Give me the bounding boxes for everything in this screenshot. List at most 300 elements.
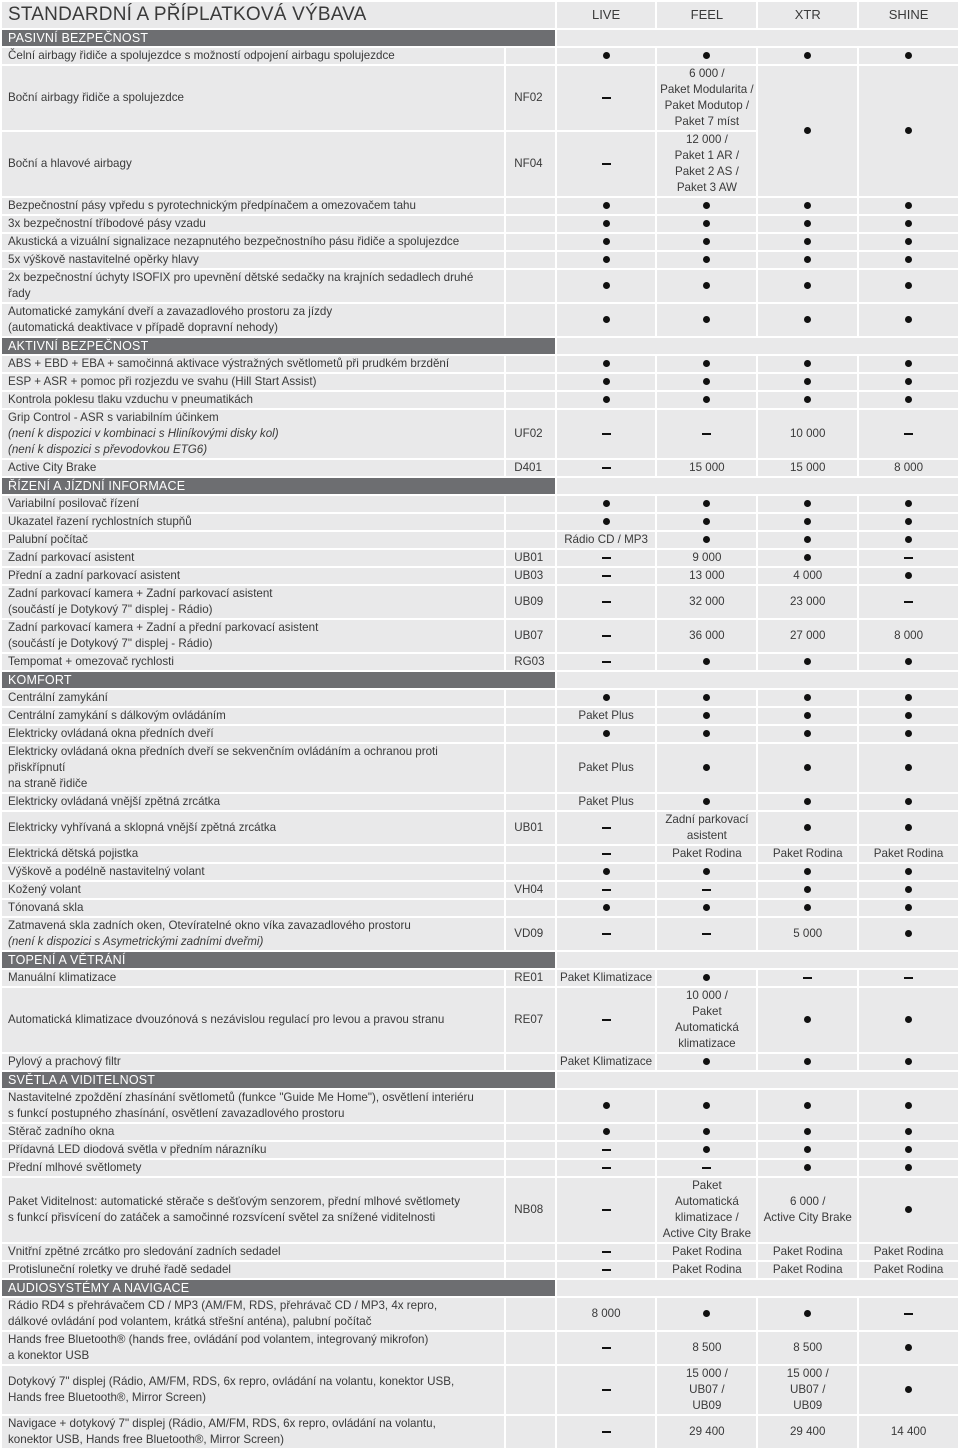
standard-dot	[905, 694, 912, 701]
value-line: 15 000	[789, 461, 826, 474]
value-xtr	[758, 1416, 857, 1448]
value-shine	[859, 374, 958, 390]
option-code	[506, 356, 554, 372]
value-feel	[657, 726, 756, 742]
value-xtr	[758, 882, 857, 898]
not-available-dash	[904, 557, 913, 559]
value-xtr	[758, 496, 857, 512]
value-live	[557, 514, 656, 530]
value-line: 10 000 /	[685, 989, 728, 1002]
value-feel	[657, 532, 756, 548]
not-available-dash	[702, 433, 711, 435]
feature-label	[2, 234, 504, 250]
standard-dot	[905, 282, 912, 289]
value-line: Paket Plus	[578, 709, 634, 722]
value-live	[557, 1090, 656, 1122]
feature-label	[2, 198, 504, 214]
not-available-dash	[602, 889, 611, 891]
not-available-dash	[602, 1019, 611, 1021]
value-line: 8 000	[894, 629, 924, 642]
value-line: 23 000	[789, 595, 826, 608]
value-live	[557, 1332, 656, 1364]
equipment-row	[2, 864, 958, 880]
value-live	[557, 1160, 656, 1176]
standard-dot	[905, 730, 912, 737]
section-title: PASIVNÍ BEZPEČNOST	[2, 30, 555, 46]
standard-dot	[804, 712, 811, 719]
standard-dot	[703, 764, 710, 771]
value-xtr	[758, 1142, 857, 1158]
standard-dot	[603, 256, 610, 263]
value-shine	[859, 690, 958, 706]
equipment-row	[2, 846, 958, 862]
feature-label-line: Elektricky ovládaná okna předních dveří se sekvenčním ovládáním a ochranou proti přiskřípnutí	[8, 745, 438, 774]
value-line: Paket Rodina	[672, 1245, 742, 1258]
equipment-row	[2, 744, 958, 792]
feature-label	[2, 882, 504, 898]
standard-dot	[905, 1206, 912, 1213]
value-shine	[859, 304, 958, 336]
not-available-dash	[602, 853, 611, 855]
equipment-row	[2, 726, 958, 742]
value-feel	[657, 690, 756, 706]
value-line: 13 000	[689, 569, 725, 582]
equipment-row	[2, 586, 958, 618]
value-shine	[859, 410, 958, 458]
value-feel	[657, 812, 756, 844]
value-shine	[859, 794, 958, 810]
value-feel	[657, 882, 756, 898]
value-line: Paket Modutop /	[664, 99, 750, 112]
feature-label-line: Hands free Bluetooth® (hands free, ovládání pod volantem, integrovaný mikrofon)	[8, 1333, 429, 1346]
feature-label	[2, 270, 504, 302]
section-header	[2, 952, 958, 968]
value-line: Paket Rodina	[873, 847, 944, 860]
value-line: 15 000 /	[685, 1367, 728, 1380]
value-feel	[657, 1244, 756, 1260]
feature-label-line: Akustická a vizuální signalizace nezapnutého bezpečnostního pásu řidiče a spolujezdce	[8, 235, 460, 248]
value-xtr	[758, 864, 857, 880]
value-live	[557, 846, 656, 862]
feature-label-line: Elektrická dětská pojistka	[8, 847, 139, 860]
value-xtr	[758, 392, 857, 408]
value-line: 5 000	[793, 927, 823, 940]
value-xtr	[758, 1332, 857, 1364]
value-xtr	[758, 620, 857, 652]
value-line: 8 500	[692, 1341, 722, 1354]
value-xtr	[758, 532, 857, 548]
standard-dot	[804, 238, 811, 245]
value-live	[557, 252, 656, 268]
equipment-row	[2, 48, 958, 64]
value-feel	[657, 356, 756, 372]
value-xtr	[758, 216, 857, 232]
value-shine	[859, 1160, 958, 1176]
version-header-feel: FEEL	[657, 2, 756, 28]
value-xtr	[758, 1054, 857, 1070]
not-available-dash	[602, 557, 611, 559]
value-xtr	[758, 970, 857, 986]
standard-dot	[905, 378, 912, 385]
standard-dot	[703, 536, 710, 543]
option-code: NF02	[506, 66, 554, 130]
option-code	[506, 900, 554, 916]
version-header-shine: SHINE	[859, 2, 958, 28]
feature-label-line: Stěrač zadního okna	[8, 1125, 115, 1138]
value-line: klimatizace	[678, 1037, 736, 1050]
value-live	[557, 1054, 656, 1070]
value-live	[557, 356, 656, 372]
option-code	[506, 514, 554, 530]
not-available-dash	[602, 433, 611, 435]
not-available-dash	[904, 433, 913, 435]
standard-dot	[804, 868, 811, 875]
feature-label-line: Přední mlhové světlomety	[8, 1161, 142, 1174]
feature-label-line: Automatická klimatizace dvouzónová s nezávislou regulací pro levou a pravou stranu	[8, 1013, 445, 1026]
standard-dot	[703, 1146, 710, 1153]
standard-dot	[905, 868, 912, 875]
value-line: Paket 3 AW	[676, 181, 737, 194]
option-code	[506, 1416, 554, 1448]
standard-dot	[905, 1016, 912, 1023]
standard-dot	[603, 378, 610, 385]
value-shine	[859, 1416, 958, 1448]
value-live	[557, 794, 656, 810]
standard-dot	[804, 554, 811, 561]
value-live	[557, 1262, 656, 1278]
value-live	[557, 1178, 656, 1242]
value-shine	[859, 66, 958, 196]
not-available-dash	[602, 635, 611, 637]
value-feel	[657, 374, 756, 390]
value-live	[557, 654, 656, 670]
option-code	[506, 1366, 554, 1414]
value-line: 8 000	[591, 1307, 621, 1320]
value-shine	[859, 234, 958, 250]
equipment-row	[2, 198, 958, 214]
value-line: 29 400	[689, 1425, 725, 1438]
value-feel	[657, 620, 756, 652]
value-feel	[657, 900, 756, 916]
value-xtr	[758, 1178, 857, 1242]
value-feel	[657, 252, 756, 268]
value-xtr	[758, 252, 857, 268]
value-line: asistent	[686, 829, 727, 842]
value-xtr	[758, 234, 857, 250]
not-available-dash	[602, 601, 611, 603]
standard-dot	[804, 798, 811, 805]
value-xtr	[758, 812, 857, 844]
equipment-row	[2, 918, 958, 950]
not-available-dash	[602, 1389, 611, 1391]
feature-label	[2, 900, 504, 916]
value-shine	[859, 216, 958, 232]
standard-dot	[905, 1058, 912, 1065]
value-line: UB07 /	[790, 1383, 826, 1396]
option-code	[506, 234, 554, 250]
option-code	[506, 392, 554, 408]
section-title: SVĚTLA A VIDITELNOST	[2, 1072, 555, 1088]
equipment-row	[2, 410, 958, 458]
value-line: Paket Klimatizace	[559, 971, 653, 984]
value-xtr	[758, 988, 857, 1052]
feature-label-line: ABS + EBD + EBA + samočinná aktivace výstražných světlometů při prudkém brzdění	[8, 357, 450, 370]
value-feel	[657, 1366, 756, 1414]
value-line: Zadní parkovací	[665, 813, 749, 826]
feature-label-line: na straně řidiče	[8, 777, 88, 790]
value-line: Paket Rodina	[772, 847, 843, 860]
standard-dot	[905, 764, 912, 771]
value-live	[557, 304, 656, 336]
value-live	[557, 744, 656, 792]
option-code	[506, 1160, 554, 1176]
equipment-row	[2, 1244, 958, 1260]
value-live	[557, 1124, 656, 1140]
value-shine	[859, 744, 958, 792]
feature-label-line: Hands free Bluetooth®, Mirror Screen)	[8, 1391, 206, 1404]
standard-dot	[804, 518, 811, 525]
feature-label-line: s funkcí přisvícení do zatáček a samočinné rozsvícení světel za snížené viditelnosti	[8, 1211, 436, 1224]
value-line: Rádio CD / MP3	[564, 533, 648, 546]
value-line: Paket Rodina	[873, 1245, 944, 1258]
standard-dot	[905, 904, 912, 911]
value-shine	[859, 496, 958, 512]
value-line: Paket Automatická	[675, 1005, 739, 1034]
value-shine	[859, 270, 958, 302]
feature-label	[2, 1244, 504, 1260]
standard-dot	[905, 536, 912, 543]
equipment-row	[2, 690, 958, 706]
feature-label	[2, 744, 504, 792]
value-shine	[859, 726, 958, 742]
standard-dot	[905, 930, 912, 937]
equipment-row	[2, 970, 958, 986]
value-line: 32 000	[689, 595, 725, 608]
option-code	[506, 216, 554, 232]
equipment-row	[2, 216, 958, 232]
equipment-row	[2, 1054, 958, 1070]
value-shine	[859, 356, 958, 372]
feature-label-line: Kontrola poklesu tlaku vzduchu v pneumatikách	[8, 393, 253, 406]
value-feel	[657, 1160, 756, 1176]
equipment-row	[2, 654, 958, 670]
standard-dot	[905, 1102, 912, 1109]
value-live	[557, 392, 656, 408]
standard-dot	[905, 798, 912, 805]
standard-dot	[905, 1128, 912, 1135]
value-xtr	[758, 1298, 857, 1330]
standard-dot	[905, 1146, 912, 1153]
feature-label-line: Centrální zamykání	[8, 691, 108, 704]
option-code	[506, 726, 554, 742]
option-code	[506, 744, 554, 792]
value-feel	[657, 1090, 756, 1122]
standard-dot	[905, 1386, 912, 1393]
not-available-dash	[602, 97, 611, 99]
equipment-row	[2, 794, 958, 810]
value-line: 9 000	[692, 551, 722, 564]
section-header	[2, 1072, 958, 1088]
value-xtr	[758, 460, 857, 476]
value-line: 15 000	[689, 461, 725, 474]
equipment-row	[2, 1178, 958, 1242]
value-shine	[859, 846, 958, 862]
not-available-dash	[602, 661, 611, 663]
value-live	[557, 900, 656, 916]
standard-dot	[804, 1164, 811, 1171]
equipment-row	[2, 1262, 958, 1278]
standard-dot	[804, 658, 811, 665]
feature-label-line: Vnitřní zpětné zrcátko pro sledování zadních sedadel	[8, 1245, 281, 1258]
value-shine	[859, 970, 958, 986]
feature-label-line: (automatická deaktivace v případě dopravní nehody)	[8, 321, 279, 334]
standard-dot	[703, 256, 710, 263]
option-code	[506, 1054, 554, 1070]
value-feel	[657, 270, 756, 302]
feature-label	[2, 216, 504, 232]
section-title: AUDIOSYSTÉMY A NAVIGACE	[2, 1280, 555, 1296]
section-header-gap	[557, 30, 958, 46]
value-line: 36 000	[689, 629, 725, 642]
standard-dot	[703, 202, 710, 209]
feature-label-line: Tempomat + omezovač rychlosti	[8, 655, 174, 668]
equipment-row	[2, 514, 958, 530]
feature-label-line: Boční airbagy řidiče a spolujezdce	[8, 91, 184, 104]
value-line: Paket 2 AS /	[674, 165, 739, 178]
value-line: Paket Rodina	[772, 1245, 843, 1258]
value-xtr	[758, 410, 857, 458]
value-xtr	[758, 270, 857, 302]
feature-label	[2, 532, 504, 548]
value-line: Paket 7 míst	[674, 115, 740, 128]
equipment-row	[2, 708, 958, 724]
feature-label	[2, 132, 504, 196]
equipment-row	[2, 1416, 958, 1448]
value-live	[557, 66, 656, 130]
standard-dot	[905, 518, 912, 525]
value-shine	[859, 1178, 958, 1242]
value-xtr	[758, 1262, 857, 1278]
feature-label	[2, 846, 504, 862]
value-feel	[657, 514, 756, 530]
value-xtr	[758, 846, 857, 862]
value-shine	[859, 1332, 958, 1364]
section-header	[2, 478, 958, 494]
section-title: KOMFORT	[2, 672, 555, 688]
equipment-row	[2, 374, 958, 390]
standard-dot	[603, 730, 610, 737]
feature-label	[2, 1124, 504, 1140]
section-header	[2, 672, 958, 688]
standard-dot	[804, 202, 811, 209]
equipment-row	[2, 1142, 958, 1158]
option-code	[506, 846, 554, 862]
feature-label-line: (není k dispozici s převodovkou ETG6)	[8, 443, 208, 456]
standard-dot	[703, 1102, 710, 1109]
standard-dot	[603, 360, 610, 367]
equipment-row	[2, 356, 958, 372]
standard-dot	[804, 282, 811, 289]
value-xtr	[758, 550, 857, 566]
feature-label-line: Protisluneční roletky ve druhé řadě sedadel	[8, 1263, 231, 1276]
option-code: UB01	[506, 812, 554, 844]
standard-dot	[905, 360, 912, 367]
standard-dot	[804, 220, 811, 227]
value-live	[557, 568, 656, 584]
feature-label	[2, 1332, 504, 1364]
not-available-dash	[602, 1251, 611, 1253]
option-code: RG03	[506, 654, 554, 670]
value-line: Paket 1 AR /	[674, 149, 740, 162]
value-feel	[657, 1054, 756, 1070]
standard-dot	[703, 396, 710, 403]
value-xtr	[758, 654, 857, 670]
option-code: RE01	[506, 970, 554, 986]
feature-label-line: Manuální klimatizace	[8, 971, 117, 984]
equipment-row	[2, 812, 958, 844]
value-line: 15 000 /	[786, 1367, 829, 1380]
standard-dot	[804, 730, 811, 737]
feature-label	[2, 918, 504, 950]
standard-dot	[703, 518, 710, 525]
not-available-dash	[602, 827, 611, 829]
value-line: 8 500	[793, 1341, 823, 1354]
standard-dot	[603, 282, 610, 289]
feature-label	[2, 690, 504, 706]
value-live	[557, 410, 656, 458]
section-header	[2, 30, 958, 46]
value-xtr	[758, 1090, 857, 1122]
standard-dot	[603, 220, 610, 227]
value-live	[557, 496, 656, 512]
feature-label-line: (není k dispozici s Asymetrickými zadními dveřmi)	[8, 935, 264, 948]
value-live	[557, 970, 656, 986]
value-feel	[657, 1142, 756, 1158]
value-live	[557, 198, 656, 214]
option-code	[506, 374, 554, 390]
feature-label	[2, 1178, 504, 1242]
equipment-row	[2, 900, 958, 916]
section-header	[2, 1280, 958, 1296]
not-available-dash	[702, 1167, 711, 1169]
value-shine	[859, 1244, 958, 1260]
value-feel	[657, 654, 756, 670]
feature-label	[2, 252, 504, 268]
feature-label-line: Palubní počítač	[8, 533, 88, 546]
standard-dot	[703, 730, 710, 737]
equipment-row	[2, 270, 958, 302]
value-line: Paket Rodina	[672, 847, 742, 860]
standard-dot	[804, 396, 811, 403]
feature-label	[2, 496, 504, 512]
feature-label	[2, 1054, 504, 1070]
value-line: 10 000	[789, 427, 826, 440]
value-live	[557, 132, 656, 196]
option-code: RE07	[506, 988, 554, 1052]
equipment-row	[2, 532, 958, 548]
feature-label-line: ESP + ASR + pomoc při rozjezdu ve svahu (Hill Start Assist)	[8, 375, 317, 388]
value-live	[557, 532, 656, 548]
value-line: 14 400	[890, 1425, 927, 1438]
option-code	[506, 708, 554, 724]
feature-label	[2, 1366, 504, 1414]
value-live	[557, 1244, 656, 1260]
option-code: UB07	[506, 620, 554, 652]
feature-label	[2, 410, 504, 458]
value-xtr	[758, 66, 857, 196]
not-available-dash	[602, 1269, 611, 1271]
value-feel	[657, 1262, 756, 1278]
